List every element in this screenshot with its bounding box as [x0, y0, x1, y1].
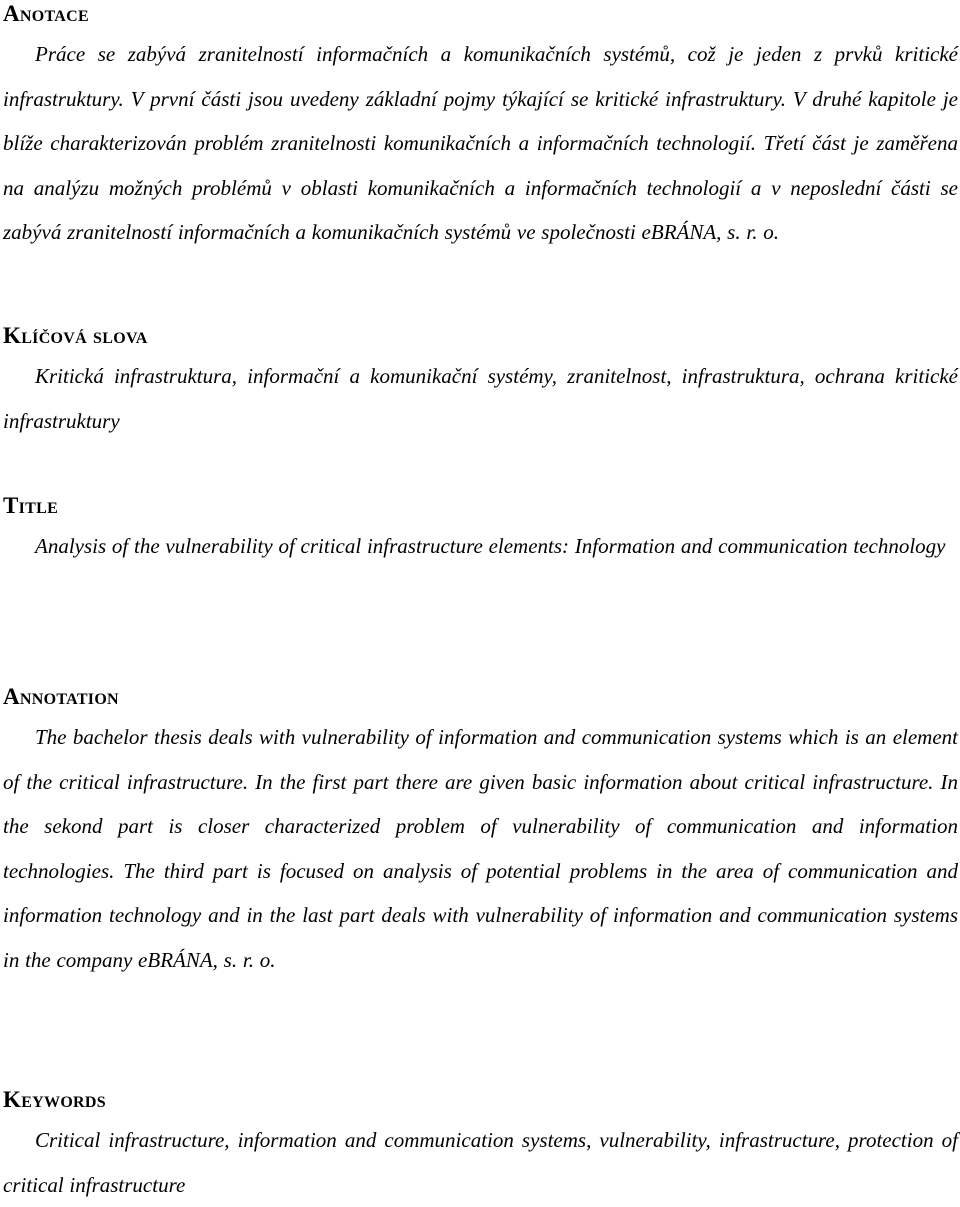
- heading-keywords: Keywords: [3, 1087, 106, 1112]
- heading-klicova-slova: Klíčová slova: [3, 323, 148, 348]
- section-keywords: [3, 1086, 958, 1207]
- paragraph-klicova-slova: Kritická infrastruktura, informační a komunikační systémy, zranitelnost, infrastruktura, ochrana kritické infrastruktury: [3, 364, 958, 433]
- section-klicova-slova: [3, 322, 958, 443]
- heading-title: Title: [3, 493, 59, 518]
- paragraph-title: Analysis of the vulnerability of critical infrastructure elements: Information and communication technology: [35, 534, 946, 558]
- paragraph-anotace: Práce se zabývá zranitelností informačních a komunikačních systémů, což je jeden z prvků kritické infrastruktury. V první části jsou uvedeny základní pojmy týkající se kritické infrastruktury. V druhé kapitole je blíže charakterizován problém zranitelnosti komunikačních a informačních technologií. Třetí část je zaměřena na analýzu možných problémů v oblasti komunikačních a informačních technologií a v neposlední části se zabývá zranitelností informačních a komunikačních systémů ve společnosti eBRÁNA, s. r. o.: [3, 42, 958, 244]
- paragraph-annotation: The bachelor thesis deals with vulnerability of information and communication systems which is an element of the critical infrastructure. In the first part there are given basic information about critical infrastructure. In the sekond part is closer characterized problem of vulnerability of communication and information technologies. The third part is focused on analysis of potential problems in the area of communication and information technology and in the last part deals with vulnerability of information and communication systems in the company eBRÁNA, s. r. o.: [3, 725, 958, 972]
- heading-anotace: Anotace: [3, 1, 89, 26]
- paragraph-keywords: Critical infrastructure, information and communication systems, vulnerability, infrastructure, protection of critical infrastructure: [3, 1128, 958, 1197]
- section-annotation: [3, 683, 958, 982]
- heading-annotation: Annotation: [3, 684, 119, 709]
- section-title: [3, 492, 958, 569]
- section-anotace: [3, 0, 958, 255]
